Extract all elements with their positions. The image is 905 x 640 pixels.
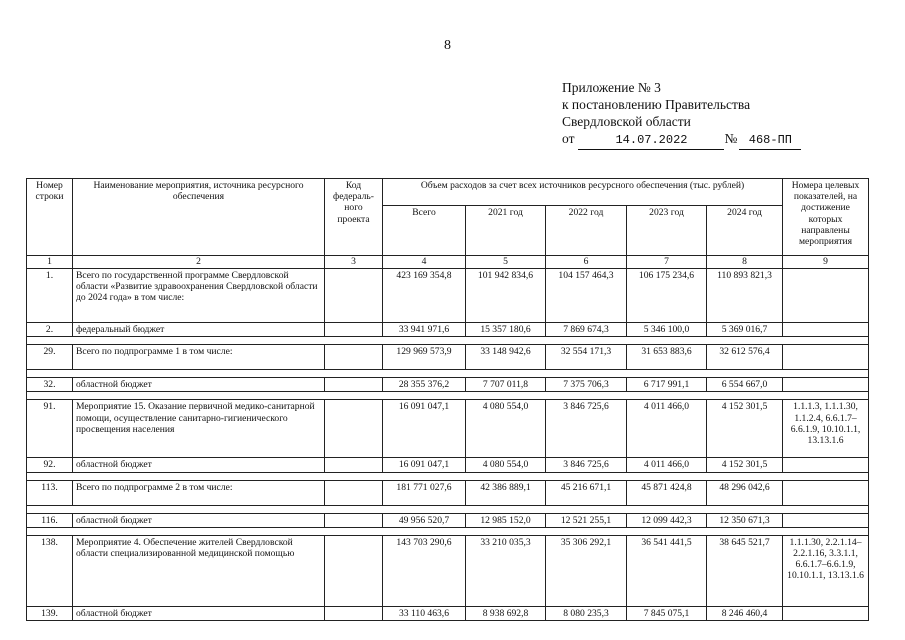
row-targets [783,269,869,323]
decree-date: 14.07.2022 [578,132,724,150]
row-project-code [325,606,383,620]
row-2023: 31 653 883,6 [627,345,707,370]
row-name: федеральный бюджет [73,323,325,337]
row-number: 113. [27,480,73,505]
row-gap [27,505,869,513]
appendix-line1: Приложение № 3 [562,80,661,95]
row-gap [27,337,869,345]
row-project-code [325,480,383,505]
row-2022: 7 869 674,3 [546,323,627,337]
row-2024: 4 152 301,5 [707,400,783,458]
row-gap-cell [27,370,869,378]
row-name: Всего по подпрограмме 2 в том числе: [73,480,325,505]
column-number: 9 [783,256,869,269]
row-2021: 33 210 035,3 [466,535,546,606]
row-gap [27,392,869,400]
row-total: 49 956 520,7 [383,513,466,527]
row-2022: 35 306 292,1 [546,535,627,606]
header-2022: 2022 год [546,206,627,256]
row-targets [783,513,869,527]
appendix-block [562,79,801,150]
table-row [27,535,869,606]
row-targets [783,458,869,472]
column-number: 1 [27,256,73,269]
table-row [27,269,869,323]
row-2022: 3 846 725,6 [546,458,627,472]
row-name: Мероприятие 15. Оказание первичной медико-санитарной помощи, осуществление санитарно-гигиенического просвещения населения [73,400,325,458]
row-2023: 6 717 991,1 [627,378,707,392]
table-row [27,606,869,620]
column-number: 6 [546,256,627,269]
row-gap-cell [27,392,869,400]
row-project-code [325,345,383,370]
row-name: областной бюджет [73,606,325,620]
row-total: 28 355 376,2 [383,378,466,392]
row-total: 33 110 463,6 [383,606,466,620]
row-gap [27,472,869,480]
row-project-code [325,513,383,527]
row-2022: 7 375 706,3 [546,378,627,392]
row-gap [27,527,869,535]
row-name: областной бюджет [73,378,325,392]
row-2022: 32 554 171,3 [546,345,627,370]
row-2021: 15 357 180,6 [466,323,546,337]
row-targets [783,480,869,505]
header-volume: Объем расходов за счет всех источников ресурсного обеспечения (тыс. рублей) [383,179,783,206]
row-project-code [325,400,383,458]
column-number: 4 [383,256,466,269]
header-targets: Номера целевых показателей, на достижение которых направлены мероприятия [783,179,869,256]
header-2021: 2021 год [466,206,546,256]
table-row [27,323,869,337]
row-2022: 12 521 255,1 [546,513,627,527]
row-name: Всего по подпрограмме 1 в том числе: [73,345,325,370]
row-2022: 3 846 725,6 [546,400,627,458]
row-2021: 42 386 889,1 [466,480,546,505]
row-2024: 32 612 576,4 [707,345,783,370]
row-targets [783,606,869,620]
row-gap-cell [27,527,869,535]
row-2023: 7 845 075,1 [627,606,707,620]
row-name: Всего по государственной программе Свердловской области «Развитие здравоохранения Свердловской области до 2024 года» в том числе: [73,269,325,323]
row-total: 16 091 047,1 [383,400,466,458]
appendix-date-line [562,130,801,150]
table-row [27,378,869,392]
row-2024: 8 246 460,4 [707,606,783,620]
header-total: Всего [383,206,466,256]
appendix-line3: Свердловской области [562,114,691,129]
row-targets: 1.1.1.30, 2.2.1.14– 2.2.1.16, 3.3.1.1, 6.6.1.7–6.6.1.9, 10.10.1.1, 13.13.1.6 [783,535,869,606]
row-targets [783,378,869,392]
row-project-code [325,378,383,392]
row-2024: 6 554 667,0 [707,378,783,392]
row-2021: 33 148 942,6 [466,345,546,370]
row-2023: 12 099 442,3 [627,513,707,527]
row-2024: 48 296 042,6 [707,480,783,505]
row-2024: 5 369 016,7 [707,323,783,337]
row-number: 32. [27,378,73,392]
row-number: 2. [27,323,73,337]
row-2022: 104 157 464,3 [546,269,627,323]
row-total: 16 091 047,1 [383,458,466,472]
header-2023: 2023 год [627,206,707,256]
row-total: 423 169 354,8 [383,269,466,323]
row-number: 29. [27,345,73,370]
row-number: 1. [27,269,73,323]
header-name: Наименование мероприятия, источника ресурсного обеспечения [73,179,325,256]
row-targets [783,345,869,370]
row-2023: 4 011 466,0 [627,458,707,472]
row-2021: 4 080 554,0 [466,400,546,458]
table-row [27,345,869,370]
row-2022: 8 080 235,3 [546,606,627,620]
row-2023: 5 346 100,0 [627,323,707,337]
row-total: 181 771 027,6 [383,480,466,505]
row-targets [783,323,869,337]
row-2021: 4 080 554,0 [466,458,546,472]
row-number: 91. [27,400,73,458]
row-2021: 101 942 834,6 [466,269,546,323]
row-total: 129 969 573,9 [383,345,466,370]
row-number: 138. [27,535,73,606]
column-number: 5 [466,256,546,269]
row-2021: 12 985 152,0 [466,513,546,527]
column-number: 8 [707,256,783,269]
row-2023: 4 011 466,0 [627,400,707,458]
row-name: областной бюджет [73,513,325,527]
row-number: 92. [27,458,73,472]
column-number: 7 [627,256,707,269]
row-project-code [325,535,383,606]
row-2024: 38 645 521,7 [707,535,783,606]
header-2024: 2024 год [707,206,783,256]
row-2021: 8 938 692,8 [466,606,546,620]
decree-number: 468-ПП [739,132,801,150]
row-2023: 36 541 441,5 [627,535,707,606]
table-row [27,400,869,458]
row-number: 139. [27,606,73,620]
expenses-table [26,178,869,621]
table-row [27,458,869,472]
row-gap [27,370,869,378]
table-row [27,480,869,505]
row-name: областной бюджет [73,458,325,472]
row-gap-cell [27,472,869,480]
row-total: 33 941 971,6 [383,323,466,337]
row-total: 143 703 290,6 [383,535,466,606]
row-name: Мероприятие 4. Обеспечение жителей Свердловской области специализированной медицинской помощью [73,535,325,606]
header-code: Код федераль-ного проекта [325,179,383,256]
row-2021: 7 707 011,8 [466,378,546,392]
page-number: 8 [444,38,451,53]
row-project-code [325,323,383,337]
row-project-code [325,458,383,472]
row-2022: 45 216 671,1 [546,480,627,505]
row-2023: 45 871 424,8 [627,480,707,505]
row-2024: 12 350 671,3 [707,513,783,527]
appendix-line2: к постановлению Правительства [562,97,751,112]
column-number: 3 [325,256,383,269]
row-gap-cell [27,505,869,513]
number-prefix: № [724,131,738,146]
table-row [27,513,869,527]
row-2023: 106 175 234,6 [627,269,707,323]
row-targets: 1.1.1.3, 1.1.1.30, 1.1.2.4, 6.6.1.7–6.6.1.9, 10.10.1.1, 13.13.1.6 [783,400,869,458]
row-project-code [325,269,383,323]
column-number: 2 [73,256,325,269]
row-gap-cell [27,337,869,345]
date-prefix: от [562,131,575,146]
column-number-row [27,256,869,269]
row-number: 116. [27,513,73,527]
header-row-num: Номер строки [27,179,73,256]
row-2024: 110 893 821,3 [707,269,783,323]
row-2024: 4 152 301,5 [707,458,783,472]
